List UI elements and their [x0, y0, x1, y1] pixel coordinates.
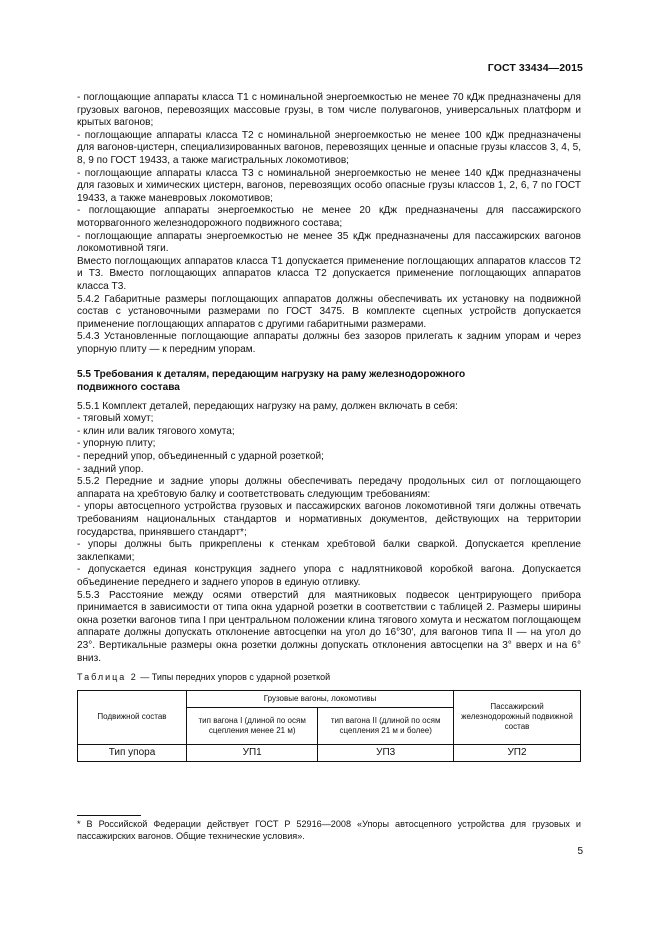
paragraph: - поглощающие аппараты класса Т1 с номинальной энергоемкостью не менее 70 кДж предназначены для грузовых вагонов, перевозящих массовые грузы, в том числе полувагонов, универсальных платформ и крытых вагонов; [77, 92, 581, 129]
paragraph: - упоры автосцепного устройства грузовых и пассажирских вагонов локомотивной тяги должны отвечать требованиям национальных стандартов и нормативных документов, действующих на территории государства, принявшего стандарт*; [77, 501, 581, 538]
paragraph: - поглощающие аппараты энергоемкостью не менее 20 кДж предназначены для пассажирского моторвагонного железнодорожного подвижного состава; [77, 205, 581, 229]
row-label: Тип упора [78, 744, 187, 761]
list-item: - упорную плиту; [77, 438, 156, 450]
table-caption-prefix: Таблица 2 [77, 672, 138, 683]
paragraph: - поглощающие аппараты энергоемкостью не менее 35 кДж предназначены для пассажирских вагонов локомотивной тяги. [77, 230, 581, 255]
paragraph: - упоры должны быть прикреплены к стенкам хребтовой балки сваркой. Допускается крепление заклепками; [77, 539, 581, 563]
list-item: - задний упор. [77, 463, 144, 475]
paragraph: Вместо поглощающих аппаратов класса Т1 допускается применение поглощающих аппаратов классов Т2 и Т3. Вместо поглощающих аппаратов класса Т2 допускается применение поглощающих аппаратов класса Т3. [77, 255, 581, 292]
stop-types-table [77, 690, 581, 762]
list-item: - передний упор, объединенный с ударной розеткой; [77, 451, 324, 463]
header-freight: Грузовые вагоны, локомотивы [187, 690, 454, 707]
section-title-line2: подвижного состава [77, 382, 180, 394]
page-number: 5 [577, 846, 583, 857]
paragraph: 5.4.2 Габаритные размеры поглощающих аппаратов должны обеспечивать их установку на подвижной состав с установочными размерами по ГОСТ 3475. В комплекте сцепных устройств допускается применение поглощающих аппаратов с другими габаритными размерами. [77, 293, 581, 330]
header-passenger: Пассажирский железнодорожный подвижной состав [454, 690, 581, 744]
value-up3: УП3 [318, 744, 454, 761]
main-text [77, 92, 581, 762]
header-type-2: тип вагона II (длиной по осям сцепления 21 м и более) [318, 707, 454, 744]
paragraph: 5.5.3 Расстояние между осями отверстий для маятниковых подвесок центрирующего прибора принимается в зависимости от типа окна ударной розетки в соответствии с таблицей 2. Размеры ширины окна розетки вагонов типа I при центральном положении клина тягового хомута и несжатом поглощающем аппарате должны допускать отклонение автосцепки на угол до 16°30′, для вагонов типа II — на угол до 23°. Вертикальные размеры окна розетки должны допускать отклонения автосцепки на 3° вверх и на 6° вниз. [77, 589, 581, 664]
value-up1: УП1 [187, 744, 318, 761]
paragraph: - поглощающие аппараты класса Т2 с номинальной энергоемкостью не менее 100 кДж предназначены для вагонов-цистерн, специализированных вагонов, перевозящих ценные и опасные грузы классов 3, 4, 5, 8, 9 по ГОСТ 19433, а также магистральных локомотивов; [77, 129, 581, 166]
paragraph: 5.4.3 Установленные поглощающие аппараты должны без зазоров прилегать к задним упорам и через упорную плиту — к передним упорам. [77, 331, 581, 355]
footnote-divider [77, 815, 141, 816]
list-item: - клин или валик тягового хомута; [77, 425, 235, 437]
header-type-1: тип вагона I (длиной по осям сцепления менее 21 м) [187, 707, 318, 744]
document-header: ГОСТ 33434—2015 [487, 62, 583, 74]
paragraph: - поглощающие аппараты класса Т3 с номинальной энергоемкостью не менее 140 кДж предназначены для газовых и химических цистерн, вагонов, перевозящих особо опасные грузы классов 1, 2, 6, 7 по ГОСТ 19433, а также маневровых локомотивов; [77, 167, 581, 204]
value-up2: УП2 [454, 744, 581, 761]
section-title-line1: 5.5 Требования к деталям, передающим нагрузку на раму железнодорожного [77, 369, 466, 381]
footnote: * В Российской Федерации действует ГОСТ Р 52916—2008 «Упоры автосцепного устройства для грузовых и пассажирских вагонов. Общие технические условия». [77, 819, 581, 841]
paragraph: - допускается единая конструкция заднего упора с надлятниковой коробкой вагона. Допускается объединение переднего и заднего упоров в единую отливку. [77, 564, 581, 588]
table-caption-text: — Типы передних упоров с ударной розеткой [137, 672, 331, 683]
paragraph: 5.5.1 Комплект деталей, передающих нагрузку на раму, должен включать в себя: [77, 400, 458, 412]
table-caption [77, 671, 581, 684]
list-item: - тяговый хомут; [77, 413, 154, 425]
header-rolling-stock: Подвижной состав [78, 690, 187, 744]
section-title [77, 369, 581, 394]
paragraph: 5.5.2 Передние и задние упоры должны обеспечивать передачу продольных сил от поглощающего аппарата на хребтовую балку и соответствовать следующим требованиям: [77, 476, 581, 500]
